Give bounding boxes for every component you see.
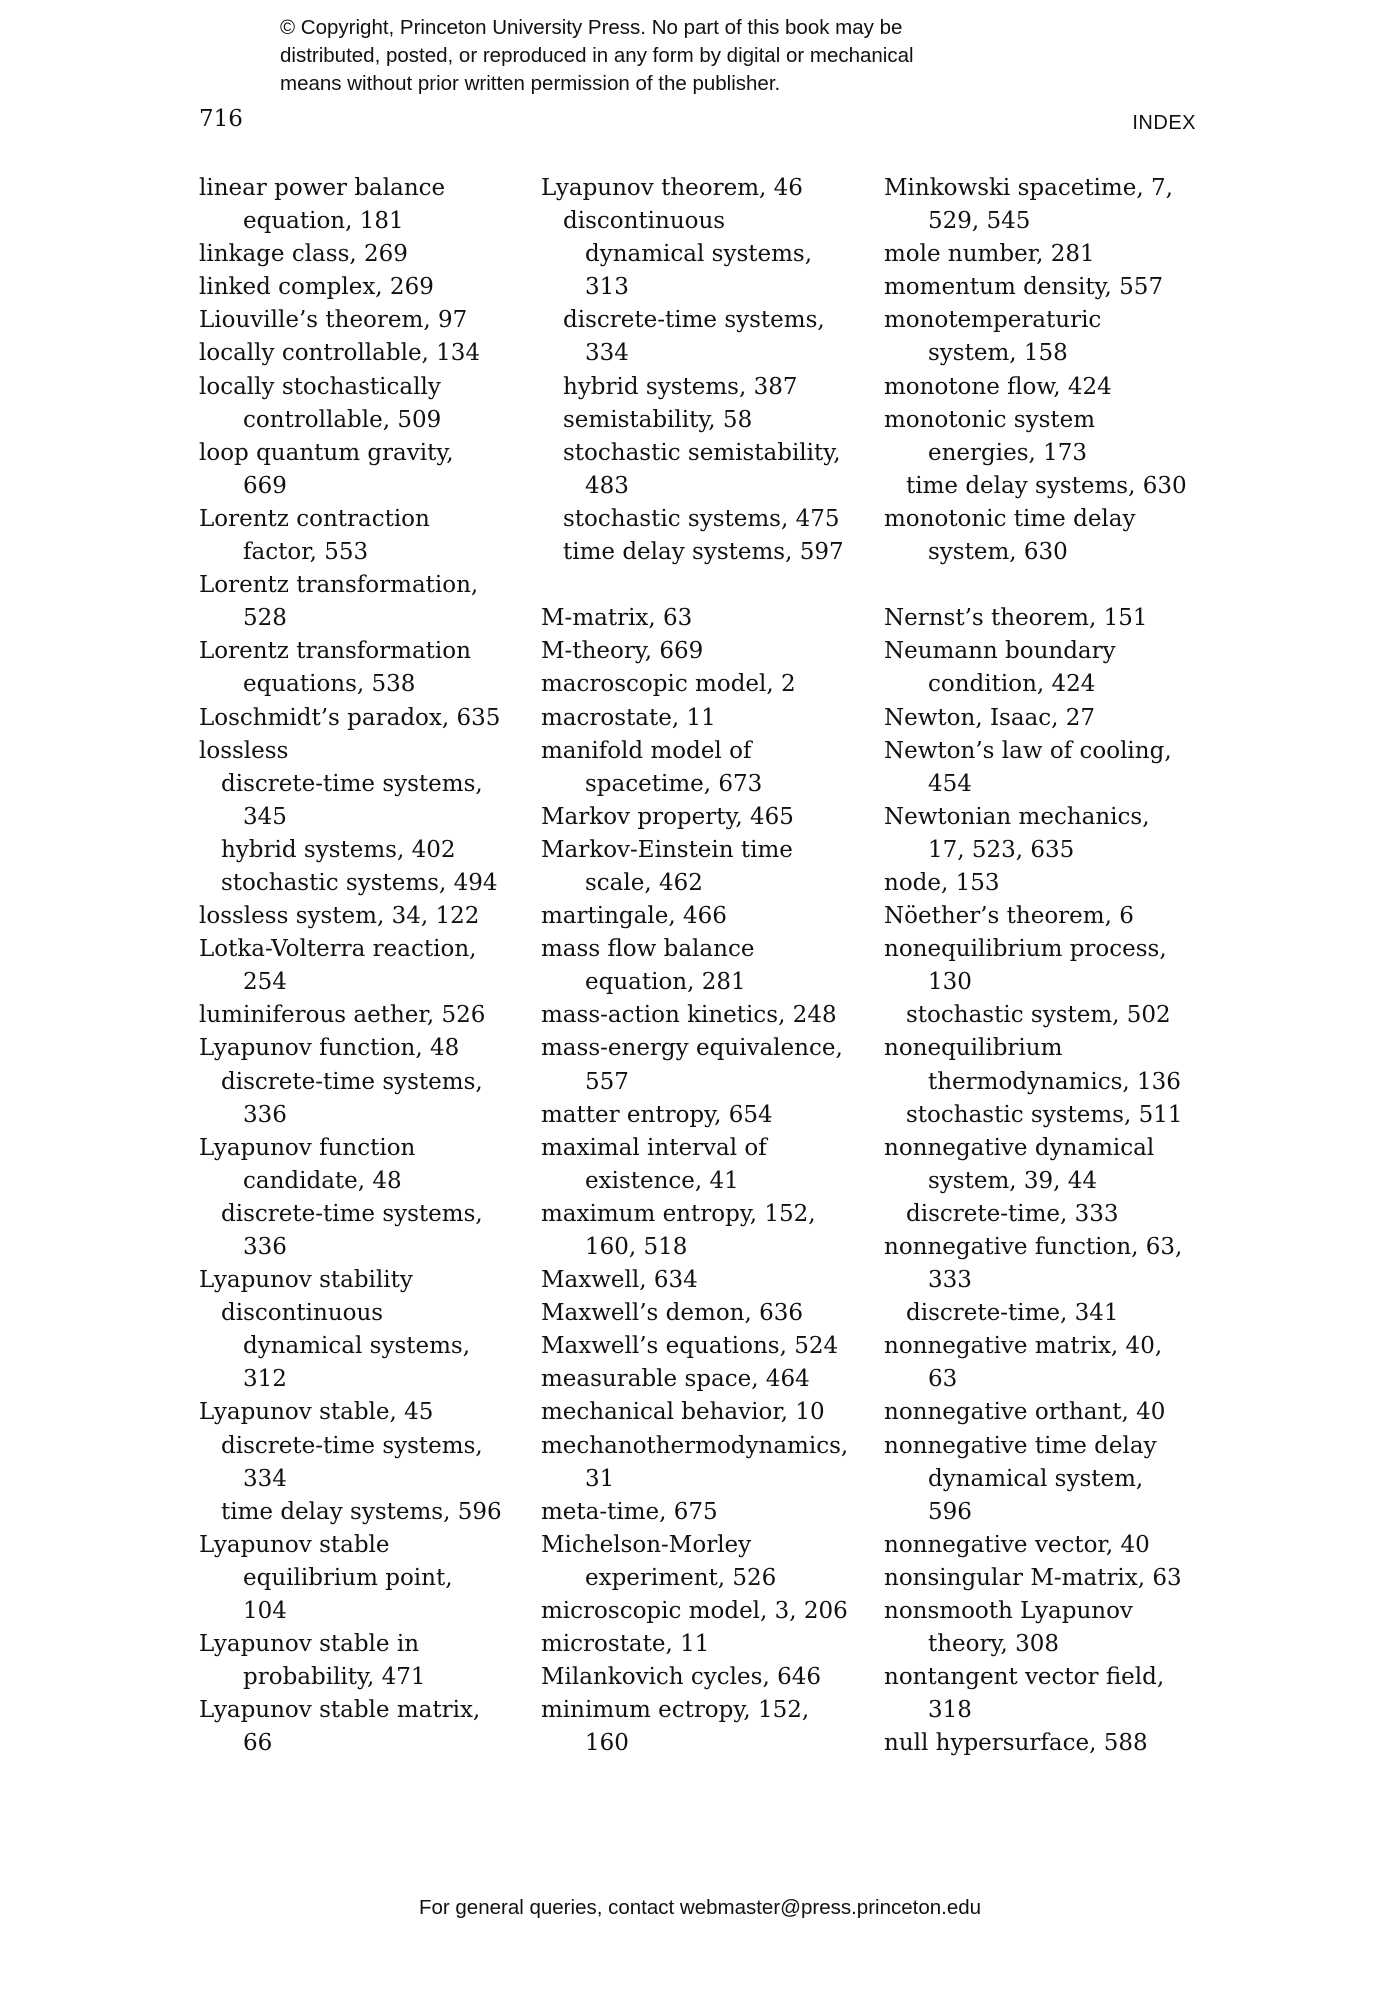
index-entry: Nernst’s theorem, 151 bbox=[884, 605, 1148, 632]
index-entry-continuation: experiment, 526 bbox=[585, 1564, 777, 1591]
index-entry-continuation: system, 630 bbox=[928, 539, 1068, 566]
index-entry-continuation: 596 bbox=[928, 1498, 972, 1525]
index-entry: locally controllable, 134 bbox=[199, 340, 481, 367]
index-entry: mole number, 281 bbox=[884, 241, 1095, 268]
index-entry: loop quantum gravity, bbox=[199, 439, 454, 466]
index-entry-continuation: hybrid systems, 402 bbox=[221, 836, 456, 863]
index-entry: Lyapunov theorem, 46 bbox=[541, 175, 803, 201]
copyright-line: distributed, posted, or reproduced in any form by digital or mechanical bbox=[280, 44, 914, 67]
index-entry-continuation: stochastic systems, 475 bbox=[563, 505, 840, 532]
index-entry: Maxwell’s demon, 636 bbox=[541, 1300, 803, 1327]
index-entry-continuation: discrete-time systems, bbox=[563, 307, 825, 334]
index-entry: Newton’s law of cooling, bbox=[884, 737, 1172, 764]
index-entry-continuation: thermodynamics, 136 bbox=[928, 1068, 1181, 1095]
index-entry-continuation: 318 bbox=[928, 1697, 972, 1724]
index-entry-continuation: energies, 173 bbox=[928, 439, 1088, 466]
index-entry-continuation: 312 bbox=[243, 1366, 287, 1393]
index-entry: Lorentz transformation, bbox=[199, 572, 479, 599]
index-entry: Liouville’s theorem, 97 bbox=[199, 307, 468, 334]
index-entry: luminiferous aether, 526 bbox=[199, 1002, 486, 1029]
index-entry-continuation: 336 bbox=[243, 1234, 287, 1260]
index-entry: monotonic time delay bbox=[884, 505, 1136, 532]
column-spacer bbox=[541, 569, 881, 602]
index-entry: linear power balance bbox=[199, 175, 446, 201]
index-entry-continuation: 336 bbox=[243, 1101, 287, 1128]
copyright-notice bbox=[280, 14, 1080, 98]
index-entry: nonequilibrium process, bbox=[884, 936, 1167, 963]
index-entry: mass-energy equivalence, bbox=[541, 1035, 843, 1062]
index-entry: microstate, 11 bbox=[541, 1631, 710, 1658]
index-entry: mass-action kinetics, 248 bbox=[541, 1002, 837, 1029]
index-entry: matter entropy, 654 bbox=[541, 1101, 773, 1128]
index-entry-continuation: equation, 181 bbox=[243, 208, 404, 235]
index-entry-continuation: discrete-time systems, bbox=[221, 770, 483, 797]
index-entry: manifold model of bbox=[541, 737, 752, 764]
index-entry: Lyapunov stability bbox=[199, 1267, 413, 1294]
index-entry: monotemperaturic bbox=[884, 307, 1102, 334]
index-entry-continuation: discontinuous bbox=[563, 208, 726, 235]
index-entry: nonnegative vector, 40 bbox=[884, 1531, 1150, 1558]
index-entry: Lorentz transformation bbox=[199, 638, 471, 665]
index-entry: microscopic model, 3, 206 bbox=[541, 1598, 848, 1625]
index-column-2 bbox=[541, 172, 881, 1761]
index-entry: meta-time, 675 bbox=[541, 1498, 718, 1525]
index-entry: Lyapunov stable, 45 bbox=[199, 1399, 434, 1426]
index-entry: nonequilibrium bbox=[884, 1035, 1063, 1062]
index-entry: maximal interval of bbox=[541, 1134, 767, 1161]
index-entry-continuation: theory, 308 bbox=[928, 1631, 1059, 1658]
index-entry-continuation: discontinuous bbox=[221, 1300, 384, 1327]
column-spacer bbox=[884, 569, 1224, 602]
index-entry: Loschmidt’s paradox, 635 bbox=[199, 704, 501, 731]
index-entry: macrostate, 11 bbox=[541, 704, 716, 731]
index-entry-continuation: 31 bbox=[585, 1465, 615, 1492]
index-entry: Milankovich cycles, 646 bbox=[541, 1664, 821, 1691]
index-entry: linkage class, 269 bbox=[199, 241, 408, 268]
index-entry: M-theory, 669 bbox=[541, 638, 704, 665]
index-entry-continuation: dynamical systems, bbox=[585, 241, 813, 268]
index-entry: Neumann boundary bbox=[884, 638, 1116, 665]
index-column-1 bbox=[199, 172, 539, 1761]
index-entry: nonnegative matrix, 40, bbox=[884, 1333, 1163, 1360]
index-entry-continuation: factor, 553 bbox=[243, 539, 369, 566]
index-entry-continuation: stochastic semistability, bbox=[563, 439, 841, 466]
index-entry: nonnegative time delay bbox=[884, 1432, 1157, 1459]
index-entry-continuation: 454 bbox=[928, 770, 972, 797]
index-entry-continuation: probability, 471 bbox=[243, 1664, 426, 1691]
index-entry: macroscopic model, 2 bbox=[541, 671, 796, 698]
index-entry: lossless bbox=[199, 737, 289, 764]
index-entry-continuation: 104 bbox=[243, 1598, 287, 1625]
index-entry: Maxwell, 634 bbox=[541, 1267, 698, 1294]
index-entry-continuation: 528 bbox=[243, 605, 287, 632]
index-entry-continuation: 66 bbox=[243, 1730, 273, 1757]
index-entry-continuation: scale, 462 bbox=[585, 869, 703, 896]
index-entry: Newton, Isaac, 27 bbox=[884, 704, 1096, 731]
index-entry: locally stochastically bbox=[199, 373, 441, 400]
index-entry: Lorentz contraction bbox=[199, 505, 430, 532]
index-entry: mechanothermodynamics, bbox=[541, 1432, 849, 1459]
footer-contact: For general queries, contact webmaster@press.princeton.edu bbox=[418, 1896, 982, 1919]
index-entry-continuation: 63 bbox=[928, 1366, 958, 1393]
index-entry: nonnegative function, 63, bbox=[884, 1234, 1183, 1260]
index-entry: monotone flow, 424 bbox=[884, 373, 1112, 400]
copyright-line: © Copyright, Princeton University Press. No part of this book may be bbox=[280, 16, 903, 39]
index-entry-continuation: 334 bbox=[585, 340, 629, 367]
index-entry: minimum ectropy, 152, bbox=[541, 1697, 810, 1724]
index-entry: M-matrix, 63 bbox=[541, 605, 693, 632]
index-entry-continuation: stochastic systems, 511 bbox=[906, 1101, 1183, 1128]
index-entry: measurable space, 464 bbox=[541, 1366, 810, 1393]
index-entry-continuation: spacetime, 673 bbox=[585, 770, 763, 797]
index-entry-continuation: condition, 424 bbox=[928, 671, 1096, 698]
index-entry-continuation: existence, 41 bbox=[585, 1167, 739, 1194]
index-entry: Newtonian mechanics, bbox=[884, 803, 1150, 830]
index-entry: Minkowski spacetime, 7, bbox=[884, 175, 1173, 201]
index-entry-continuation: 130 bbox=[928, 969, 972, 996]
index-entry: mass flow balance bbox=[541, 936, 755, 963]
page-number: 716 bbox=[199, 106, 243, 132]
index-entry-continuation: time delay systems, 596 bbox=[221, 1498, 502, 1525]
index-entry: lossless system, 34, 122 bbox=[199, 903, 480, 930]
index-entry-continuation: 334 bbox=[243, 1465, 287, 1492]
index-entry-continuation: time delay systems, 630 bbox=[906, 472, 1187, 499]
index-entry-continuation: equation, 281 bbox=[585, 969, 746, 996]
index-entry-continuation: discrete-time systems, bbox=[221, 1200, 483, 1227]
index-entry-continuation: 333 bbox=[928, 1267, 972, 1294]
index-entry: Lyapunov stable bbox=[199, 1531, 390, 1558]
index-entry-continuation: discrete-time, 333 bbox=[906, 1200, 1119, 1227]
index-entry-continuation: semistability, 58 bbox=[563, 406, 753, 433]
index-entry-continuation: equilibrium point, bbox=[243, 1564, 453, 1591]
index-entry: maximum entropy, 152, bbox=[541, 1200, 816, 1227]
index-entry: null hypersurface, 588 bbox=[884, 1730, 1148, 1757]
index-entry-continuation: 254 bbox=[243, 969, 287, 996]
index-entry-continuation: 529, 545 bbox=[928, 208, 1031, 235]
index-entry-continuation: 345 bbox=[243, 803, 287, 830]
index-entry-continuation: 313 bbox=[585, 274, 629, 301]
index-entry-continuation: controllable, 509 bbox=[243, 406, 442, 433]
index-entry-continuation: stochastic systems, 494 bbox=[221, 869, 498, 896]
index-entry-continuation: discrete-time, 341 bbox=[906, 1300, 1119, 1327]
index-entry-continuation: system, 39, 44 bbox=[928, 1167, 1098, 1194]
index-entry: nonsmooth Lyapunov bbox=[884, 1598, 1133, 1625]
index-entry: Lotka-Volterra reaction, bbox=[199, 936, 477, 963]
index-entry: monotonic system bbox=[884, 406, 1096, 433]
index-entry: Lyapunov stable in bbox=[199, 1631, 420, 1658]
copyright-line: means without prior written permission of the publisher. bbox=[280, 72, 781, 95]
index-entry: Markov property, 465 bbox=[541, 803, 794, 830]
index-entry-continuation: stochastic system, 502 bbox=[906, 1002, 1171, 1029]
index-entry: Michelson-Morley bbox=[541, 1531, 752, 1558]
index-entry: Nöether’s theorem, 6 bbox=[884, 903, 1134, 930]
index-entry: nonnegative orthant, 40 bbox=[884, 1399, 1166, 1426]
index-entry: Lyapunov function bbox=[199, 1134, 416, 1161]
index-entry-continuation: 557 bbox=[585, 1068, 629, 1095]
index-entry-continuation: 160, 518 bbox=[585, 1234, 688, 1260]
index-entry-continuation: system, 158 bbox=[928, 340, 1068, 367]
index-entry-continuation: dynamical systems, bbox=[243, 1333, 471, 1360]
index-entry: martingale, 466 bbox=[541, 903, 727, 930]
index-entry: mechanical behavior, 10 bbox=[541, 1399, 825, 1426]
index-entry: nonsingular M-matrix, 63 bbox=[884, 1564, 1182, 1591]
index-entry-continuation: 160 bbox=[585, 1730, 629, 1757]
index-entry-continuation: candidate, 48 bbox=[243, 1167, 402, 1194]
index-entry: Lyapunov function, 48 bbox=[199, 1035, 460, 1062]
index-entry: Markov-Einstein time bbox=[541, 836, 793, 863]
index-entry-continuation: equations, 538 bbox=[243, 671, 416, 698]
index-entry: nonnegative dynamical bbox=[884, 1134, 1155, 1161]
index-column-3 bbox=[884, 172, 1224, 1761]
index-entry: node, 153 bbox=[884, 869, 1000, 896]
index-entry-continuation: dynamical system, bbox=[928, 1465, 1144, 1492]
running-head: INDEX bbox=[1132, 112, 1196, 134]
index-entry-continuation: time delay systems, 597 bbox=[563, 539, 844, 566]
index-entry-continuation: discrete-time systems, bbox=[221, 1432, 483, 1459]
index-entry-continuation: 17, 523, 635 bbox=[928, 836, 1075, 863]
index-entry-continuation: 483 bbox=[585, 472, 629, 499]
index-entry-continuation: hybrid systems, 387 bbox=[563, 373, 798, 400]
index-entry-continuation: 669 bbox=[243, 472, 287, 499]
index-entry: linked complex, 269 bbox=[199, 274, 434, 301]
index-entry: momentum density, 557 bbox=[884, 274, 1164, 301]
index-entry-continuation: discrete-time systems, bbox=[221, 1068, 483, 1095]
index-entry: Lyapunov stable matrix, bbox=[199, 1697, 481, 1724]
index-entry: Maxwell’s equations, 524 bbox=[541, 1333, 839, 1360]
index-entry: nontangent vector field, bbox=[884, 1664, 1165, 1691]
